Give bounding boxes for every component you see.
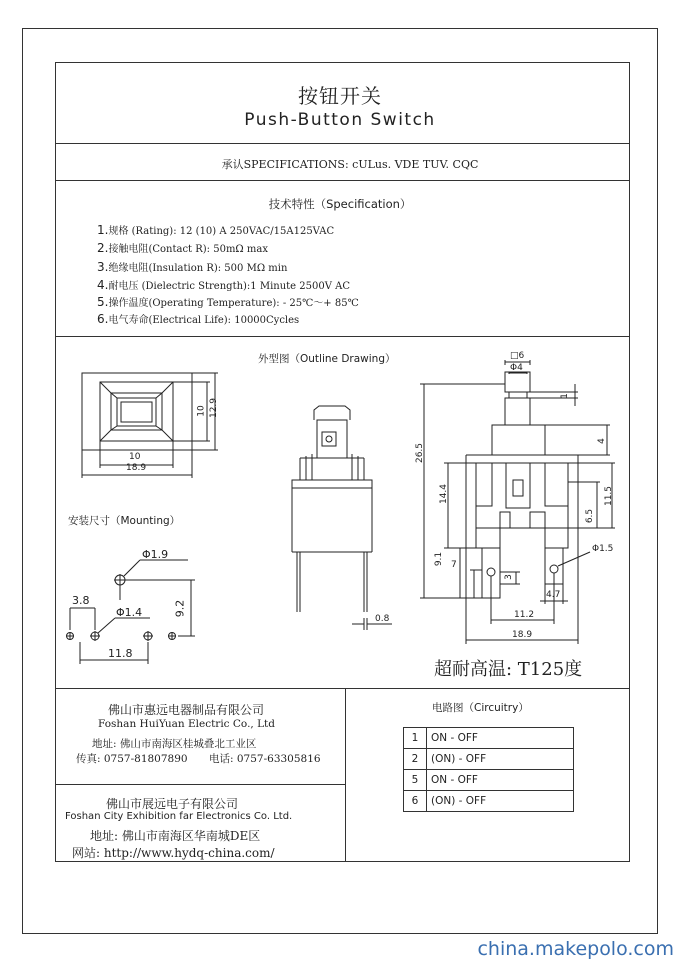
right-view — [420, 360, 615, 644]
watermark: china.makepolo.com — [477, 938, 674, 960]
spec-item: 5.操作温度(Operating Temperature): - 25℃～+ 85℃ — [97, 295, 359, 309]
company1-address: 地址: 佛山市南海区桂城叠北工业区 — [92, 738, 257, 750]
spec-heading: 技术特性（Specification） — [268, 197, 412, 211]
side-view — [292, 406, 392, 630]
dim-label: 11.5 — [604, 485, 615, 507]
dim-label: 11.2 — [514, 610, 535, 620]
circuitry-heading: 电路图（Circuitry） — [432, 702, 529, 714]
spec-item: 2.接触电阻(Contact R): 50mΩ max — [97, 241, 268, 255]
company1-name-en: Foshan HuiYuan Electric Co., Ltd — [98, 718, 275, 730]
dim-label: 1 — [559, 393, 570, 399]
approvals: 承认SPECIFICATIONS: cULus. VDE TUV. CQC — [221, 158, 479, 171]
dim-label: Φ1.9 — [142, 548, 169, 561]
company1-phone: 电话: 0757-63305816 — [209, 753, 321, 765]
dim-label: Φ4 — [510, 363, 523, 373]
dim-label: 6.5 — [585, 508, 596, 524]
dim-label: □6 — [510, 351, 525, 361]
dim-label: 10 — [129, 452, 141, 462]
dim-label: Φ1.5 — [592, 544, 614, 554]
table-row: 2 (ON) - OFF — [404, 749, 574, 770]
dim-label: Φ1.4 — [116, 606, 143, 619]
dim-label: 0.8 — [375, 614, 390, 624]
mounting-caption: 安装尺寸（Mounting） — [68, 515, 181, 527]
dim-label: 7 — [451, 560, 457, 570]
dim-label: 12.9 — [209, 397, 220, 419]
temperature-note: 超耐高温: T125度 — [434, 659, 583, 680]
table-row: 1 ON - OFF — [404, 728, 574, 749]
table-row: 6 (ON) - OFF — [404, 791, 574, 812]
dim-label: 3 — [503, 574, 514, 580]
circuitry-table — [403, 727, 574, 812]
spec-item: 3.绝缘电阻(Insulation R): 500 MΩ min — [97, 260, 288, 274]
dim-label: 10 — [196, 405, 207, 417]
company2-address: 地址: 佛山市南海区华南城DE区 — [90, 829, 261, 843]
dim-label: 18.9 — [126, 463, 147, 473]
dim-label: 11.8 — [108, 647, 133, 660]
table-row: 5 ON - OFF — [404, 770, 574, 791]
dim-label: 9.1 — [434, 551, 445, 567]
title-en: Push-Button Switch — [244, 110, 436, 130]
outline-caption: 外型图（Outline Drawing） — [258, 353, 396, 365]
front-view — [82, 373, 218, 478]
title-cn: 按钮开关 — [298, 84, 382, 108]
company2-name-en: Foshan City Exhibition far Electronics Co. Ltd. — [65, 811, 293, 822]
spec-item: 1.规格 (Rating): 12 (10) A 250VAC/15A125VAC — [97, 223, 335, 237]
dim-label: 4.7 — [546, 590, 561, 600]
spec-item: 6.电气寿命(Electrical Life): 10000Cycles — [97, 312, 300, 326]
dim-label: 9.2 — [173, 599, 187, 618]
dim-label: 3.8 — [72, 594, 90, 607]
dim-label: 18.9 — [512, 630, 533, 640]
company1-fax: 传真: 0757-81807890 — [76, 753, 188, 765]
company2-website[interactable]: 网站: http://www.hydq-china.com/ — [72, 846, 275, 860]
dim-label: 4 — [596, 438, 607, 444]
dim-label: 26.5 — [415, 442, 426, 464]
dim-label: 14.4 — [439, 483, 450, 505]
company1-name-cn: 佛山市惠远电器制品有限公司 — [108, 703, 265, 717]
spec-item: 4.耐电压 (Dielectric Strength):1 Minute 2500V AC — [97, 278, 350, 292]
company2-name-cn: 佛山市展远电子有限公司 — [106, 797, 239, 811]
